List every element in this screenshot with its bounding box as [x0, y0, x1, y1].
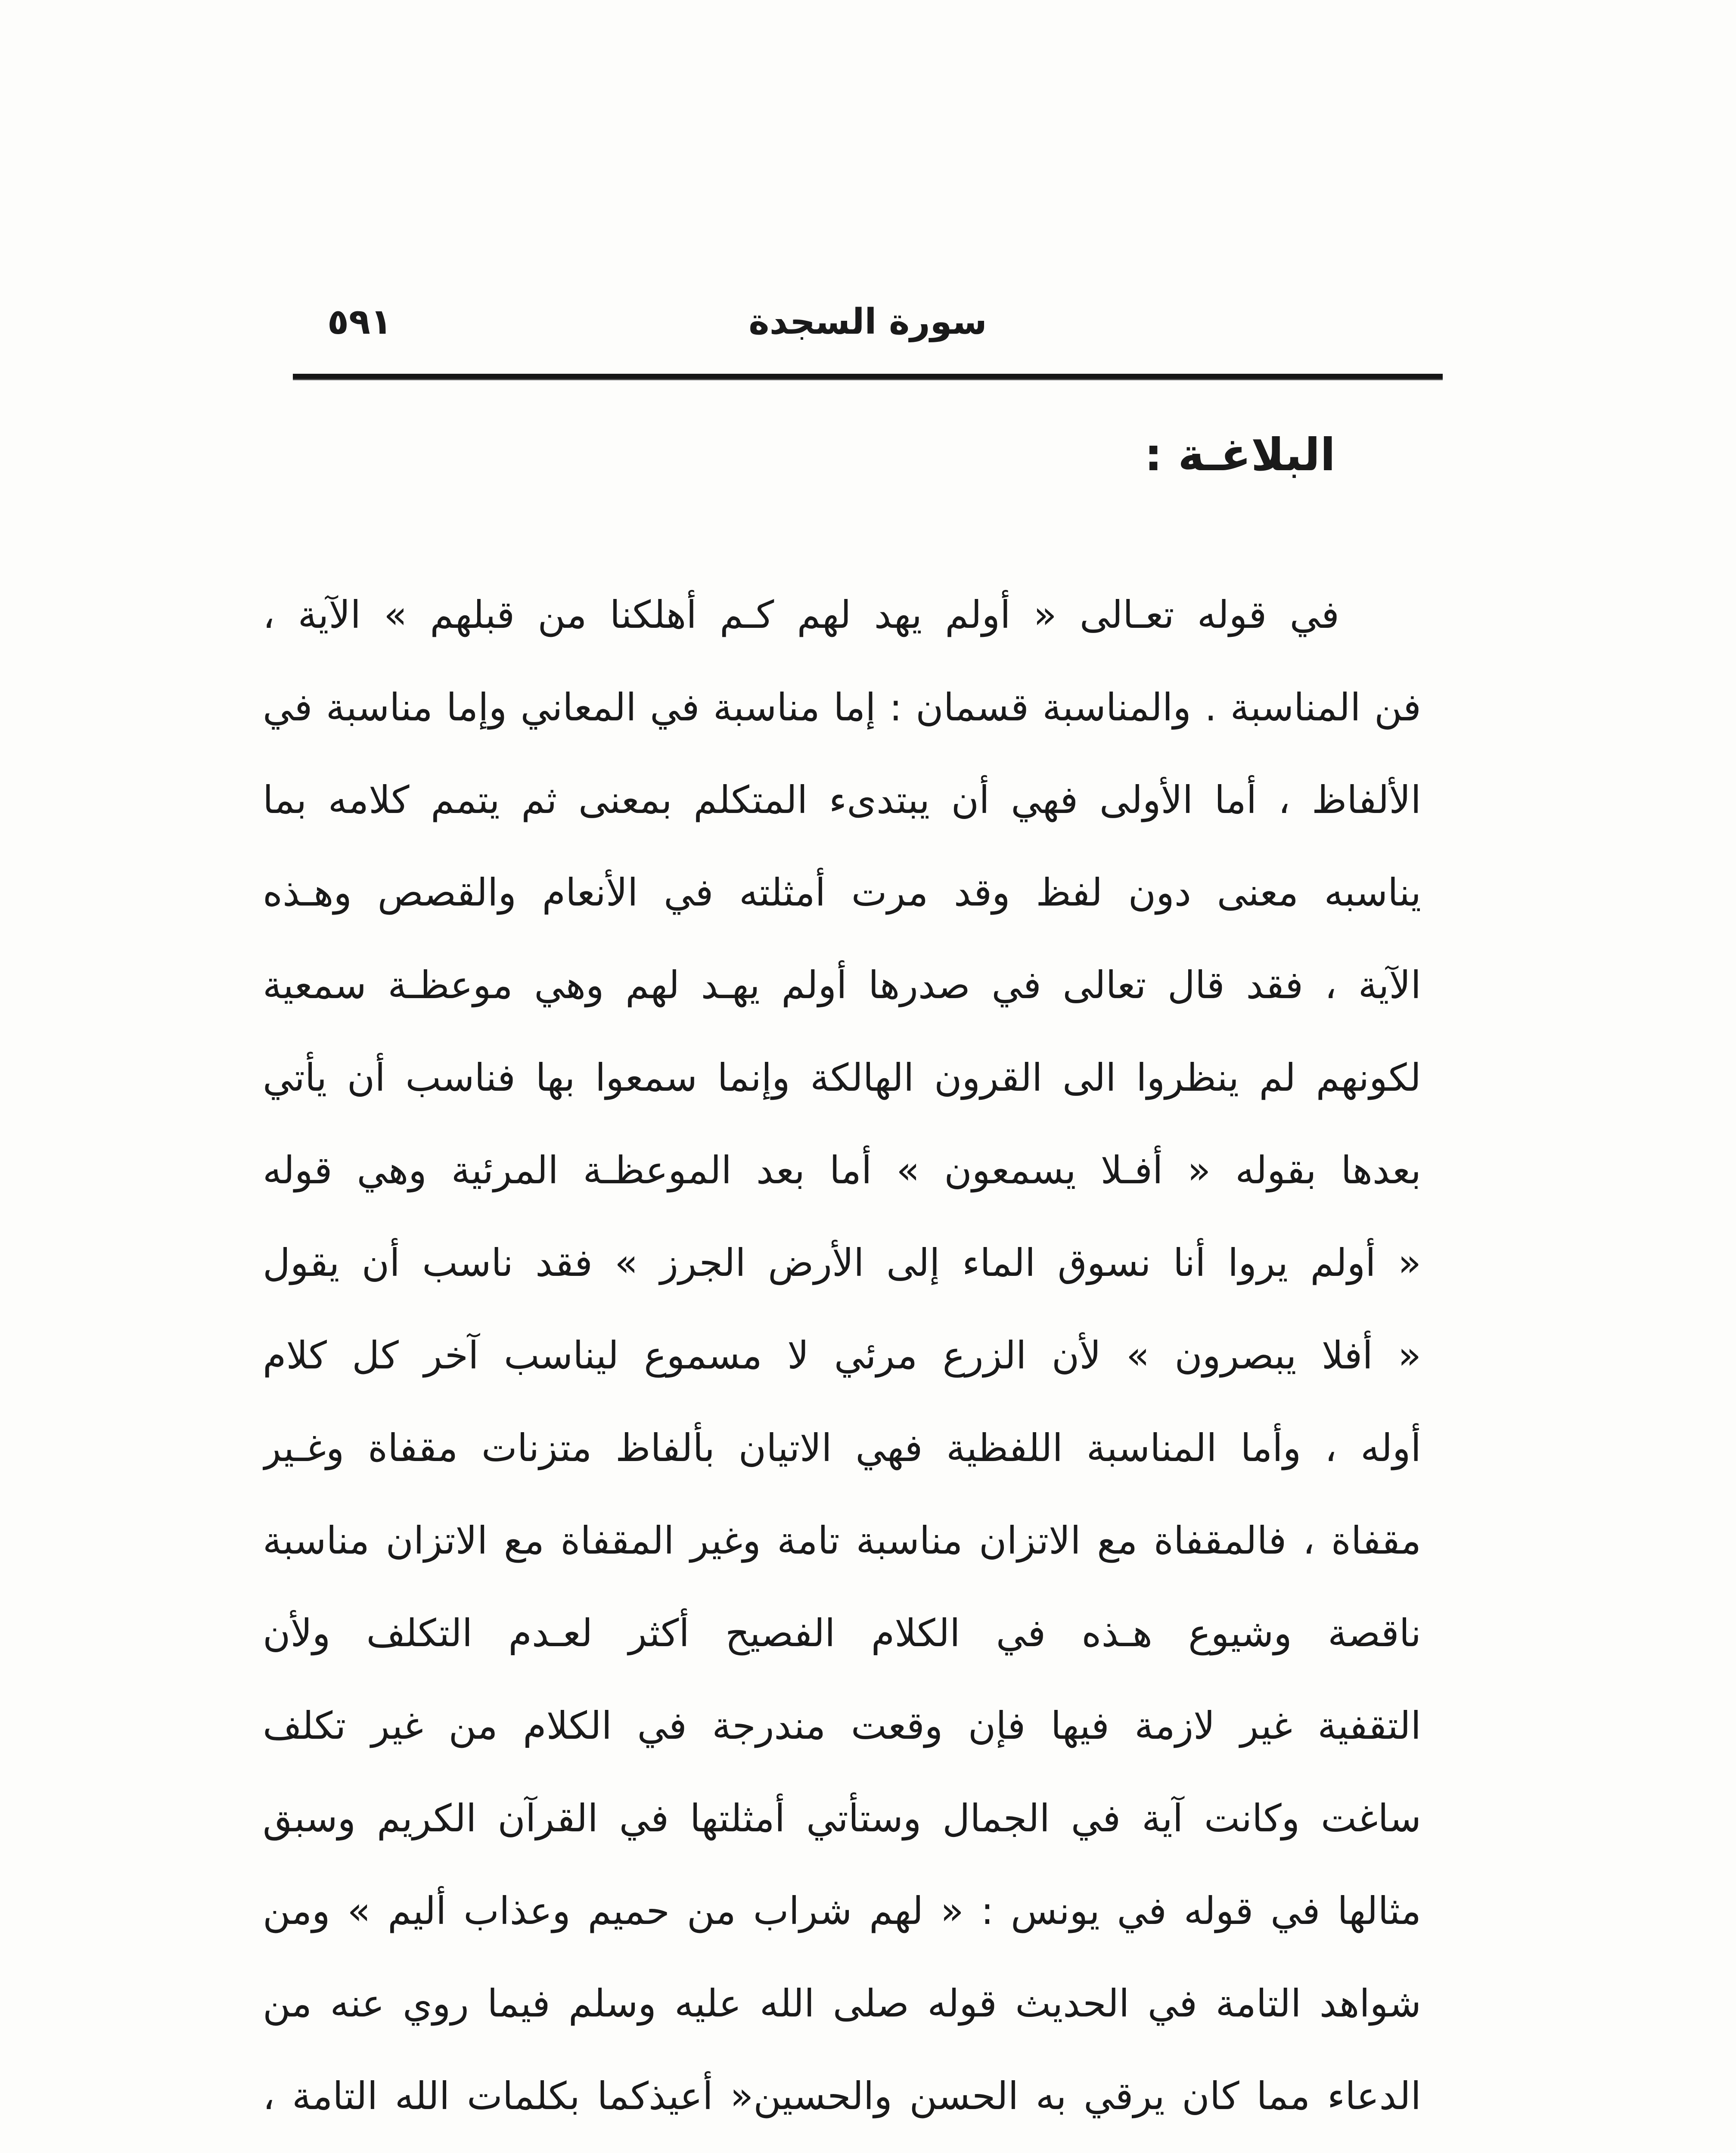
page-number: ٥٩١	[327, 301, 392, 342]
text-line: مقفاة ، فالمقفاة مع الاتزان مناسبة تامة وغير المقفاة مع الاتزان مناسبة	[263, 1518, 1421, 1563]
text-line: مثالها في قوله في يونس : « لهم شراب من حميم وعذاب أليم » ومن	[263, 1889, 1421, 1933]
page-header	[293, 293, 1443, 362]
surah-title: سورة السجدة	[748, 301, 987, 342]
text-line	[263, 2142, 1421, 2153]
section-heading: البلاغـة :	[1144, 428, 1335, 481]
text-line: لكونهم لم ينظروا الى القرون الهالكة وإنما سمعوا بها فناسب أن يأتي	[263, 1055, 1421, 1100]
text-line: « أولم يروا أنا نسوق الماء إلى الأرض الجرز » فقد ناسب أن يقول	[263, 1241, 1421, 1285]
text-line: « أفلا يبصرون » لأن الزرع مرئي لا مسموع ليناسب آخر كل كلام	[263, 1333, 1421, 1377]
body-paragraph	[263, 568, 1421, 2153]
text-line: أوله ، وأما المناسبة اللفظية فهي الاتيان بألفاظ متزنات مقفاة وغـير	[263, 1426, 1421, 1470]
text-line: الألفاظ ، أما الأولى فهي أن يبتدىء المتكلم بمعنى ثم يتمم كلامه بما	[263, 778, 1421, 822]
text-line: الدعاء مما كان يرقي به الحسن والحسين« أعيذكما بكلمات الله التامة ،	[263, 2074, 1421, 2118]
text-line: يناسبه معنى دون لفظ وقد مرت أمثلته في الأنعام والقصص وهـذه	[263, 870, 1421, 915]
header-rule	[293, 374, 1443, 380]
text-line: الآية ، فقد قال تعالى في صدرها أولم يهـد لهم وهي موعظـة سمعية	[263, 963, 1421, 1007]
text-line: ساغت وكانت آية في الجمال وستأتي أمثلتها في القرآن الكريم وسبق	[263, 1796, 1421, 1840]
text-line: فن المناسبة . والمناسبة قسمان : إما مناسبة في المعاني وإما مناسبة في	[263, 685, 1421, 729]
text-line: التقفية غير لازمة فيها فإن وقعت مندرجة في الكلام من غير تكلف	[263, 1703, 1421, 1748]
text-line: ناقصة وشيوع هـذه في الكلام الفصيح أكثر لعـدم التكلف ولأن	[263, 1611, 1421, 1655]
text-line: شواهد التامة في الحديث قوله صلى الله عليه وسلم فيما روي عنه من	[263, 1981, 1421, 2026]
text-line: بعدها بقوله « أفـلا يسمعون » أما بعد الموعظـة المرئية وهي قوله	[263, 1148, 1421, 1192]
text-line: في قوله تعـالى « أولم يهد لهم كـم أهلكنا من قبلهم » الآية ،	[263, 593, 1339, 637]
